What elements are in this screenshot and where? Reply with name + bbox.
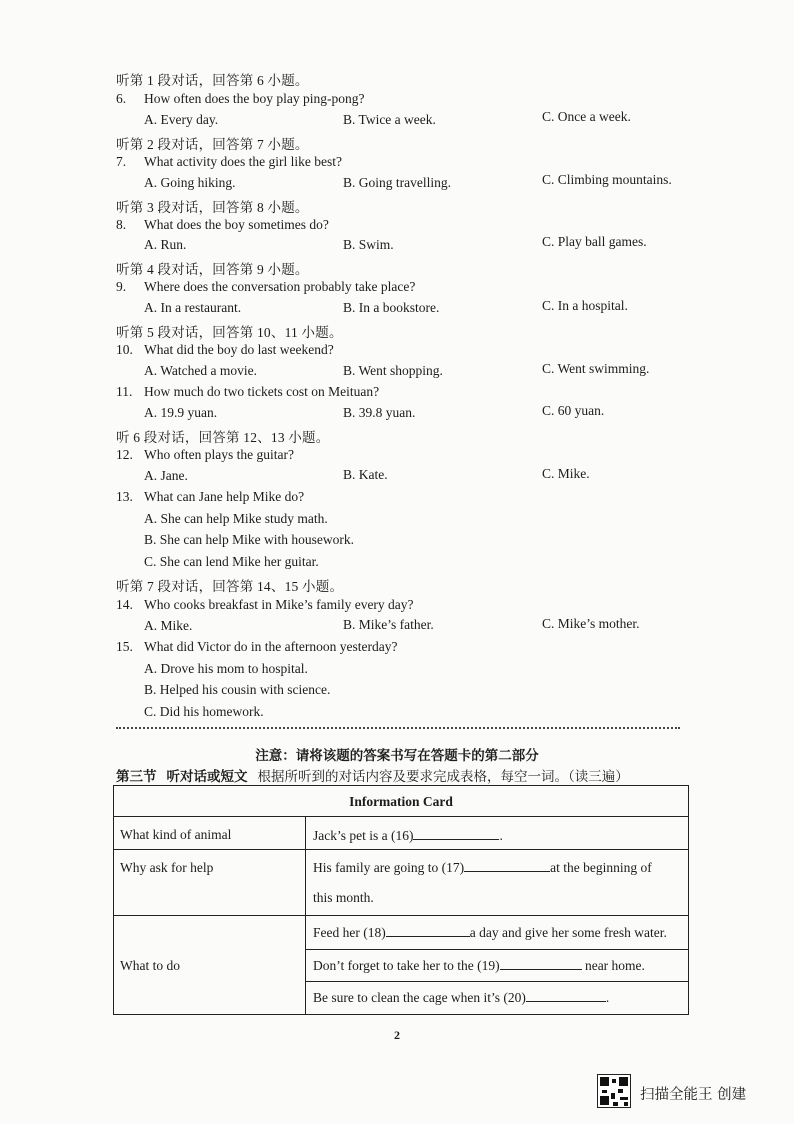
row-content-20 xyxy=(313,988,609,1006)
option-9a: A. In a restaurant. xyxy=(144,300,242,315)
option-15c: C. Did his homework. xyxy=(144,704,264,719)
option-15a: A. Drove his mom to hospital. xyxy=(144,661,308,676)
row-label-todo: What to do xyxy=(120,958,180,973)
option-9c: C. In a hospital. xyxy=(542,298,628,313)
row-content-19 xyxy=(313,956,645,974)
option-6a: A. Every day. xyxy=(144,112,219,127)
row-text-16: Jack’s pet is a (16) xyxy=(313,828,414,843)
option-11c: C. 60 yuan. xyxy=(542,403,605,418)
option-15b: B. Helped his cousin with science. xyxy=(144,682,331,697)
card-title: Information Card xyxy=(349,794,453,809)
question-number-11: 11. xyxy=(116,384,133,399)
option-7b: B. Going travelling. xyxy=(343,175,451,190)
row-label-help: Why ask for help xyxy=(120,860,214,875)
option-8b: B. Swim. xyxy=(343,237,394,252)
option-7a: A. Going hiking. xyxy=(144,175,236,190)
row-content-animal xyxy=(313,826,503,844)
section3-title: 听对话或短文 xyxy=(166,769,248,784)
blank-20[interactable] xyxy=(526,988,606,1002)
section-heading-7: 听第 7 段对话，回答第 14、15 小题。 xyxy=(116,579,344,594)
section-heading-5: 听第 5 段对话，回答第 10、11 小题。 xyxy=(116,325,343,340)
section3-header xyxy=(116,765,629,785)
row-after-18: a day and give her some fresh water. xyxy=(469,925,667,940)
option-14c: C. Mike’s mother. xyxy=(542,616,640,631)
option-12a: A. Jane. xyxy=(144,468,188,483)
row-label-animal: What kind of animal xyxy=(120,827,232,842)
row-text-17: His family are going to (17) xyxy=(313,860,465,875)
row-content-18 xyxy=(313,923,667,941)
question-number-13: 13. xyxy=(116,489,133,504)
question-number-7: 7. xyxy=(116,154,127,169)
option-10b: B. Went shopping. xyxy=(343,363,443,378)
option-13a: A. She can help Mike study math. xyxy=(144,511,328,526)
option-13b: B. She can help Mike with housework. xyxy=(144,532,354,547)
information-card xyxy=(113,785,689,1015)
option-11a: A. 19.9 yuan. xyxy=(144,405,218,420)
question-text-9: Where does the conversation probably take place? xyxy=(144,279,416,294)
blank-18[interactable] xyxy=(386,923,470,937)
scanner-watermark: 扫描全能王 创建 xyxy=(640,1087,747,1103)
option-8a: A. Run. xyxy=(144,237,187,252)
option-10a: A. Watched a movie. xyxy=(144,363,258,378)
option-11b: B. 39.8 yuan. xyxy=(343,405,416,420)
question-text-10: What did the boy do last weekend? xyxy=(144,342,334,357)
question-number-8: 8. xyxy=(116,217,127,232)
row-after-16: . xyxy=(499,828,503,843)
row-content-help xyxy=(313,858,652,876)
row-after-19: near home. xyxy=(584,958,645,973)
blank-16[interactable] xyxy=(413,826,499,840)
question-text-13: What can Jane help Mike do? xyxy=(144,489,305,504)
option-6c: C. Once a week. xyxy=(542,109,631,124)
page-number: 2 xyxy=(394,1028,400,1042)
question-number-6: 6. xyxy=(116,91,127,106)
option-7c: C. Climbing mountains. xyxy=(542,172,672,187)
section-heading-4: 听第 4 段对话，回答第 9 小题。 xyxy=(116,262,309,277)
row-after-20: . xyxy=(605,990,610,1005)
question-text-7: What activity does the girl like best? xyxy=(144,154,342,169)
option-12c: C. Mike. xyxy=(542,466,590,481)
blank-19[interactable] xyxy=(500,956,582,970)
blank-17[interactable] xyxy=(464,858,550,872)
dotted-divider xyxy=(116,727,680,729)
question-number-12: 12. xyxy=(116,447,133,462)
option-8c: C. Play ball games. xyxy=(542,234,647,249)
row-after-17: at the beginning of xyxy=(550,860,652,875)
section3-instruction: 根据所听到的对话内容及要求完成表格，每空一词。（读三遍） xyxy=(257,769,629,784)
question-text-6: How often does the boy play ping-pong? xyxy=(144,91,365,106)
question-text-14: Who cooks breakfast in Mike’s family every day? xyxy=(144,597,414,612)
question-text-15: What did Victor do in the afternoon yesterday? xyxy=(144,639,398,654)
section3-label: 第三节 xyxy=(116,769,157,784)
row-text-19: Don’t forget to take her to the (19) xyxy=(313,958,500,973)
option-9b: B. In a bookstore. xyxy=(343,300,440,315)
qr-code-icon xyxy=(597,1074,631,1108)
row-text-20: Be sure to clean the cage when it’s (20) xyxy=(313,990,526,1005)
question-number-15: 15. xyxy=(116,639,133,654)
option-6b: B. Twice a week. xyxy=(343,112,436,127)
section-heading-1: 听第 1 段对话，回答第 6 小题。 xyxy=(116,73,309,88)
row-text-18: Feed her (18) xyxy=(313,925,386,940)
option-14b: B. Mike’s father. xyxy=(343,617,434,632)
option-12b: B. Kate. xyxy=(343,467,388,482)
question-number-9: 9. xyxy=(116,279,127,294)
section-heading-3: 听第 3 段对话，回答第 8 小题。 xyxy=(116,200,309,215)
question-number-10: 10. xyxy=(116,342,133,357)
option-13c: C. She can lend Mike her guitar. xyxy=(144,554,319,569)
option-14a: A. Mike. xyxy=(144,618,193,633)
question-text-11: How much do two tickets cost on Meituan? xyxy=(144,384,380,399)
section-heading-6: 听 6 段对话，回答第 12、13 小题。 xyxy=(116,430,330,445)
row-content-help-line2: this month. xyxy=(313,890,374,905)
answer-notice: 注意：请将该题的答案书写在答题卡的第二部分 xyxy=(255,748,539,763)
question-number-14: 14. xyxy=(116,597,133,612)
section-heading-2: 听第 2 段对话，回答第 7 小题。 xyxy=(116,137,309,152)
question-text-12: Who often plays the guitar? xyxy=(144,447,294,462)
option-10c: C. Went swimming. xyxy=(542,361,650,376)
question-text-8: What does the boy sometimes do? xyxy=(144,217,329,232)
